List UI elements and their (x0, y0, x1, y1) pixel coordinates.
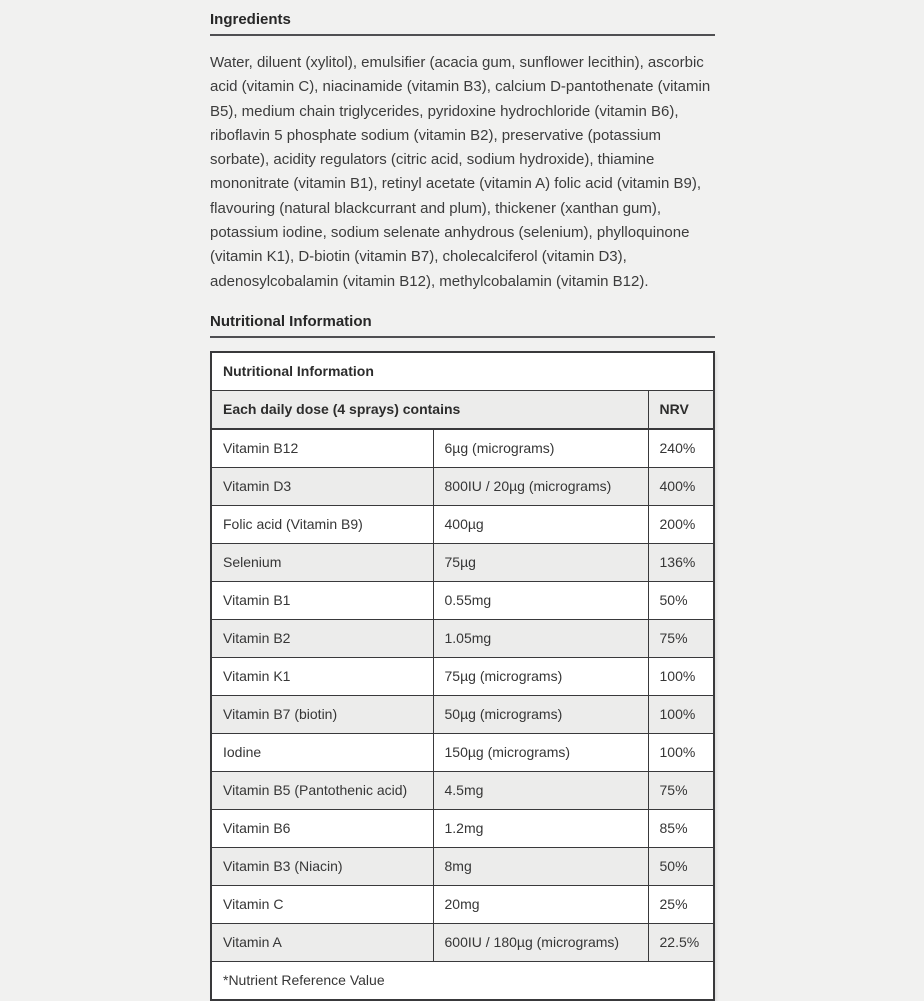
nutrient-amount-cell: 75µg (micrograms) (433, 657, 648, 695)
table-row (211, 695, 714, 733)
nutrient-nrv-cell: 100% (648, 733, 714, 771)
nutrition-table (210, 351, 715, 1001)
table-row (211, 885, 714, 923)
nutrient-name-cell: Vitamin B1 (211, 581, 433, 619)
table-footnote-row (211, 961, 714, 1000)
nutrient-amount-cell: 6µg (micrograms) (433, 429, 648, 468)
nutrient-nrv-cell: 50% (648, 847, 714, 885)
nutrition-heading: Nutritional Information (210, 312, 715, 338)
nutrient-nrv-cell: 75% (648, 771, 714, 809)
nutrient-name-cell: Vitamin B12 (211, 429, 433, 468)
nutrient-name-cell: Vitamin D3 (211, 467, 433, 505)
nutrient-amount-cell: 1.05mg (433, 619, 648, 657)
table-row (211, 619, 714, 657)
nutrient-amount-cell: 8mg (433, 847, 648, 885)
nutrient-name-cell: Vitamin B7 (biotin) (211, 695, 433, 733)
nutrient-name-cell: Vitamin C (211, 885, 433, 923)
nutrient-nrv-cell: 100% (648, 657, 714, 695)
nutrient-amount-cell: 75µg (433, 543, 648, 581)
nutrient-name-cell: Selenium (211, 543, 433, 581)
table-row (211, 923, 714, 961)
nutrient-amount-cell: 50µg (micrograms) (433, 695, 648, 733)
nutrient-name-cell: Folic acid (Vitamin B9) (211, 505, 433, 543)
nutrient-name-cell: Vitamin A (211, 923, 433, 961)
nutrient-name-cell: Vitamin B5 (Pantothenic acid) (211, 771, 433, 809)
nutrient-name-cell: Iodine (211, 733, 433, 771)
content-column (210, 0, 715, 1001)
nutrient-nrv-cell: 400% (648, 467, 714, 505)
nutrient-name-cell: Vitamin B3 (Niacin) (211, 847, 433, 885)
table-header-row (211, 390, 714, 429)
nutrient-name-cell: Vitamin B6 (211, 809, 433, 847)
nutrient-nrv-cell: 85% (648, 809, 714, 847)
nutrient-nrv-cell: 22.5% (648, 923, 714, 961)
nutrient-nrv-cell: 240% (648, 429, 714, 468)
table-row (211, 657, 714, 695)
table-row (211, 543, 714, 581)
nutrient-nrv-cell: 136% (648, 543, 714, 581)
nutrient-amount-cell: 400µg (433, 505, 648, 543)
table-row (211, 809, 714, 847)
ingredients-heading: Ingredients (210, 10, 715, 36)
nutrient-amount-cell: 150µg (micrograms) (433, 733, 648, 771)
table-row (211, 847, 714, 885)
table-row (211, 581, 714, 619)
nutrient-amount-cell: 0.55mg (433, 581, 648, 619)
nutrient-name-cell: Vitamin B2 (211, 619, 433, 657)
nutrient-nrv-cell: 25% (648, 885, 714, 923)
nutrient-amount-cell: 20mg (433, 885, 648, 923)
table-row (211, 733, 714, 771)
nutrient-name-cell: Vitamin K1 (211, 657, 433, 695)
table-row (211, 467, 714, 505)
nutrient-nrv-cell: 100% (648, 695, 714, 733)
ingredients-paragraph: Water, diluent (xylitol), emulsifier (acacia gum, sunflower lecithin), ascorbic acid (vitamin C), niacinamide (vitamin B3), calcium D-pantothenate (vitamin B5), medium chain triglycerides, pyridoxine hydrochloride (vitamin B6), riboflavin 5 phosphate sodium (vitamin B2), preservative (potassium sorbate), acidity regulators (citric acid, sodium hydroxide), thiamine mononitrate (vitamin B1), retinyl acetate (vitamin A) folic acid (vitamin B9), flavouring (natural blackcurrant and plum), thickener (xanthan gum), potassium iodine, sodium selenate anhydrous (selenium), phylloquinone (vitamin K1), D-biotin (vitamin B7), cholecalciferol (vitamin D3), adenosylcobalamin (vitamin B12), methylcobalamin (vitamin B12). (210, 54, 711, 290)
nutrient-amount-cell: 600IU / 180µg (micrograms) (433, 923, 648, 961)
nutrient-amount-cell: 1.2mg (433, 809, 648, 847)
table-row (211, 771, 714, 809)
nutrient-nrv-cell: 50% (648, 581, 714, 619)
nutrient-nrv-cell: 200% (648, 505, 714, 543)
table-header-dose: Each daily dose (4 sprays) contains (211, 390, 648, 429)
table-header-nrv: NRV (648, 390, 714, 429)
table-footnote: *Nutrient Reference Value (211, 961, 714, 1000)
nutrient-nrv-cell: 75% (648, 619, 714, 657)
table-title-row (211, 352, 714, 391)
nutrient-amount-cell: 4.5mg (433, 771, 648, 809)
table-title: Nutritional Information (211, 352, 714, 391)
nutrient-amount-cell: 800IU / 20µg (micrograms) (433, 467, 648, 505)
table-row (211, 429, 714, 468)
table-row (211, 505, 714, 543)
